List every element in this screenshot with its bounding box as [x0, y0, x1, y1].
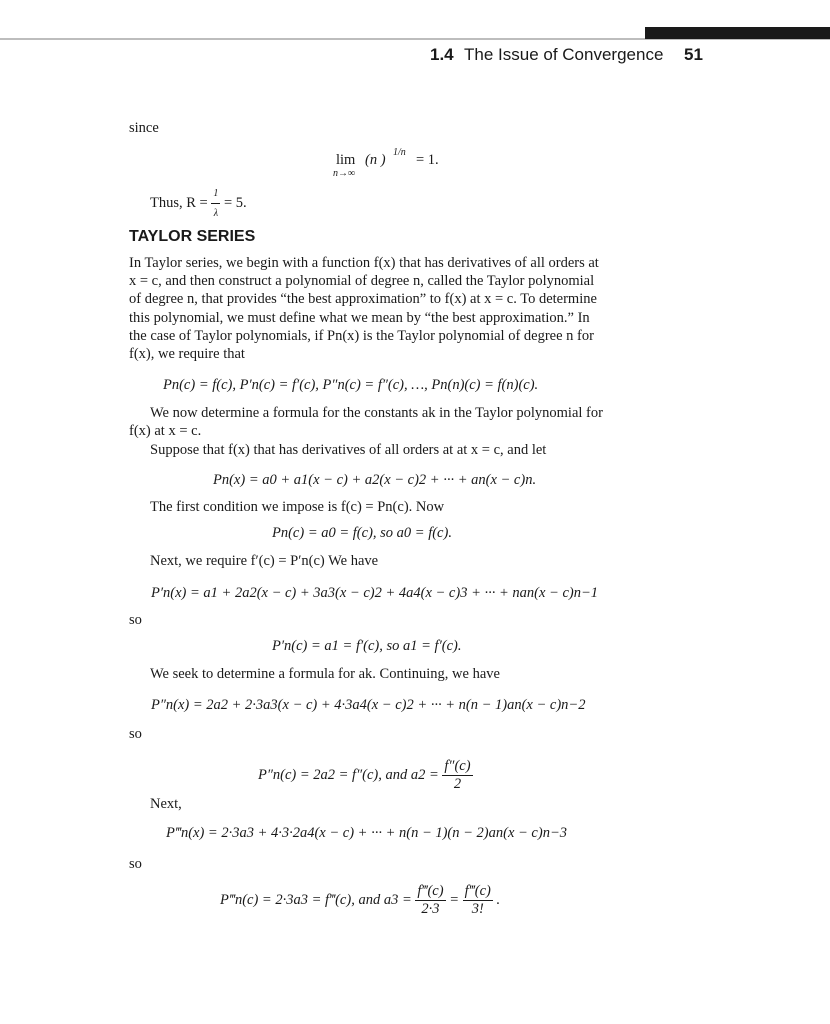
equation-third-derivative: P‴n(x) = 2·3a3 + 4·3·2a4(x − c) + ··· + n(n − 1)(n − 2)an(x − c)n−3 [166, 825, 567, 841]
paragraph-constants-2: f(x) at x = c. [129, 423, 202, 439]
thus-num: 1 [211, 184, 220, 204]
equation-a3-end: . [496, 891, 501, 908]
intro-paragraph [129, 254, 645, 363]
thus-line [150, 184, 247, 223]
equation-a2-left: P″n(c) = 2a2 = f″(c), and a2 = [258, 766, 439, 783]
equation-a2 [258, 758, 473, 793]
so-text: so [129, 856, 142, 872]
fraction-numerator: f‴(c) [464, 883, 491, 899]
paragraph-line: the case of Taylor polynomials, if Pn(x) is the Taylor polynomial of degree n for [129, 327, 594, 344]
fraction-denominator: 2 [453, 776, 462, 792]
equation-a0: Pn(c) = a0 = f(c), so a0 = f(c). [272, 525, 452, 541]
next-text: Next, [150, 796, 182, 812]
paragraph-first-condition: The first condition we impose is f(c) = Pn(c). Now [150, 499, 445, 515]
thus-rhs: = 5. [223, 194, 247, 211]
thus-den: λ [213, 208, 219, 219]
paragraph-seek-formula: We seek to determine a formula for ak. Continuing, we have [150, 666, 500, 682]
thus-prefix: Thus, R = [150, 194, 208, 211]
thus-fraction [211, 184, 220, 223]
paragraph-line: x = c, and then construct a polynomial of degree n, called the Taylor polynomial [129, 273, 595, 290]
section-number: 1.4 [430, 45, 454, 64]
limit-body: (n ) [365, 152, 386, 168]
section-title: The Issue of Convergence [464, 45, 664, 64]
equation-a1: P′n(c) = a1 = f′(c), so a1 = f′(c). [272, 638, 462, 654]
limit-rhs: = 1. [416, 152, 439, 168]
limit-exponent: 1/n [393, 147, 406, 158]
limit-label: lim [336, 152, 356, 168]
limit-subscript: n→∞ [333, 168, 356, 179]
header-tab-bar [645, 27, 830, 39]
equation-a3 [220, 883, 500, 918]
equation-second-derivative: P″n(x) = 2a2 + 2·3a3(x − c) + 4·3a4(x − c)2 + ··· + n(n − 1)an(x − c)n−2 [151, 697, 586, 713]
equation-a3-fraction-2 [463, 883, 493, 918]
paragraph-suppose: Suppose that f(x) that has derivatives of all orders at at x = c, and let [150, 442, 547, 458]
since-text: since [129, 120, 159, 136]
so-text: so [129, 726, 142, 742]
equation-a3-equals: = [449, 891, 459, 908]
equation-a3-left: P‴n(c) = 2·3a3 = f‴(c), and a3 = [220, 891, 412, 908]
fraction-numerator: f‴(c) [417, 883, 444, 899]
paragraph-line: of degree n, that provides “the best approximation” to f(x) at x = c. To determine [129, 291, 597, 308]
paragraph-constants-1: We now determine a formula for the constants ak in the Taylor polynomial for [150, 405, 603, 421]
equation-conditions: Pn(c) = f(c), P′n(c) = f′(c), P″n(c) = f″(c), …, Pn(n)(c) = f(n)(c). [163, 377, 539, 393]
paragraph-line: In Taylor series, we begin with a function f(x) that has derivatives of all orders at [129, 255, 599, 271]
paragraph-line: this polynomial, we must define what we mean by “the best approximation.” In [129, 309, 590, 326]
paragraph-line: f(x), we require that [129, 346, 245, 363]
fraction-denominator: 3! [471, 901, 484, 917]
section-heading: TAYLOR SERIES [129, 228, 256, 245]
paragraph-next-require: Next, we require f′(c) = P′n(c) We have [150, 553, 379, 569]
equation-a3-fraction-1 [415, 883, 445, 918]
equation-a2-fraction [442, 758, 472, 793]
so-text: so [129, 612, 142, 628]
fraction-denominator: 2·3 [421, 901, 440, 917]
equation-first-derivative: P′n(x) = a1 + 2a2(x − c) + 3a3(x − c)2 + 4a4(x − c)3 + ··· + nan(x − c)n−1 [151, 585, 598, 601]
equation-polynomial: Pn(x) = a0 + a1(x − c) + a2(x − c)2 + ··· + an(x − c)n. [213, 472, 537, 488]
fraction-numerator: f″(c) [444, 758, 471, 774]
page-number: 51 [684, 45, 703, 64]
